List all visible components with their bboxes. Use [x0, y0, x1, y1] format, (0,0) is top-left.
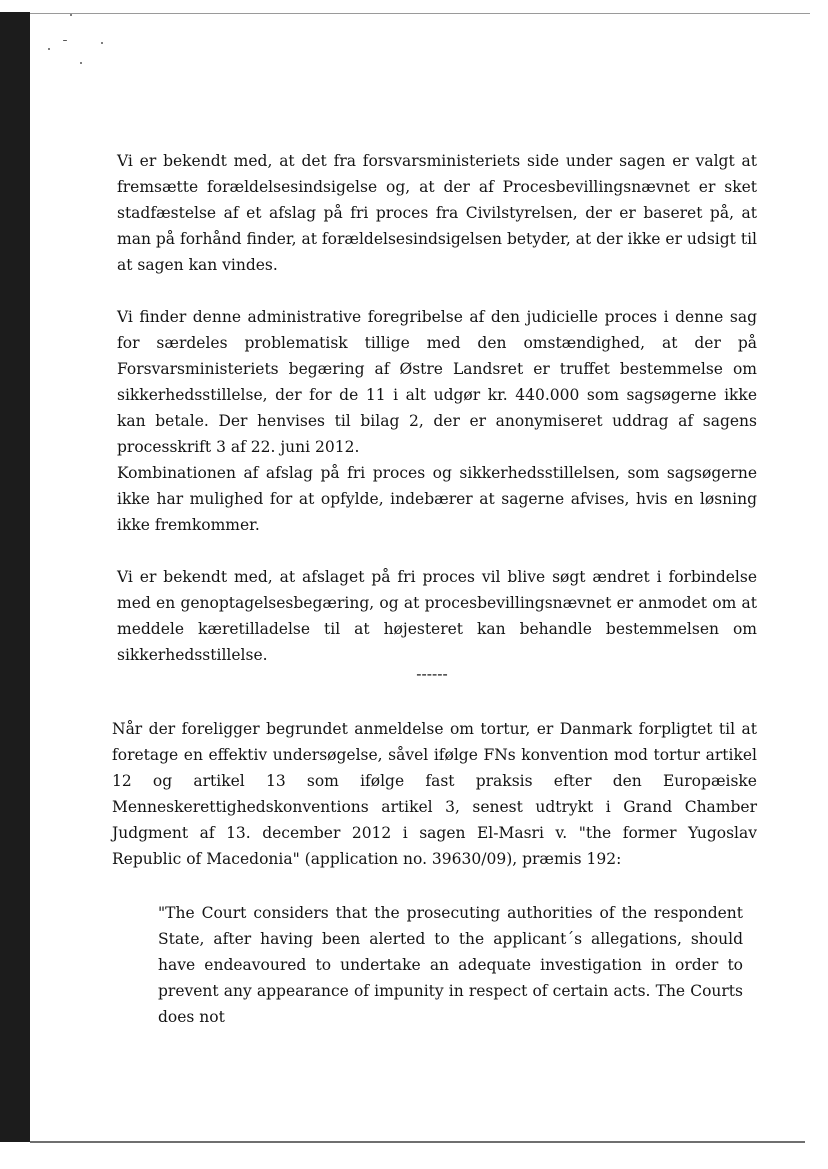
scan-speck: [80, 62, 82, 64]
scan-speck: [48, 48, 50, 50]
section-separator: ------: [416, 665, 448, 683]
scan-edge-left: [0, 12, 30, 1142]
quote-el-masri-judgment: "The Court considers that the prosecuting authorities of the respondent State, after having been alerted to the applicant´s allegations, should have endeavoured to undertake an adequate investigation in order to prevent any appearance of impunity in respect of certain acts. The Courts does not: [158, 904, 743, 1026]
scan-border-top: [30, 13, 810, 14]
paragraph-statute-of-limitations: Vi er bekendt med, at det fra forsvarsministeriets side under sagen er valgt at fremsætte forældelsesindsigelse og, at der af Procesbevillingsnævnet er sket stadfæstelse af et afslag på fri proces fra Civilstyrelsen, der er baseret på, at man på forhånd finder, at forældelsesindsigelsen betyder, at der ikke er udsigt til at sagen kan vindes.: [117, 152, 757, 274]
paragraph-security-deposit: Vi finder denne administrative foregribelse af den judicielle proces i denne sag for særdeles problematisk tillige med den omstændighed, at der på Forsvarsministeriets begæring af Østre Landsret er truffet bestemmelse om sikkerhedsstillelse, der for de 11 i alt udgør kr. 440.000 som sagsøgerne ikke kan betale. Der henvises til bilag 2, der er anonymiseret uddrag af sagens processkrift 3 af 22. juni 2012.: [117, 308, 757, 456]
paragraph-combination: Kombinationen af afslag på fri proces og sikkerhedsstillelsen, som sagsøgerne ikke har mulighed for at opfylde, indebærer at sagerne afvises, hvis en løsning ikke fremkommer.: [117, 464, 757, 534]
paragraph-torture-obligation: Når der foreligger begrundet anmeldelse om tortur, er Danmark forpligtet til at foretage en effektiv undersøgelse, såvel ifølge FNs konvention mod tortur artikel 12 og artikel 13 som ifølge fast praksis efter den Europæiske Menneskerettighedskonventions artikel 3, senest udtrykt i Grand Chamber Judgment af 13. december 2012 i sagen El-Masri v. "the former Yugoslav Republic of Macedonia" (application no. 39630/09), præmis 192:: [112, 720, 757, 868]
scan-border-bottom: [30, 1141, 805, 1143]
scan-speck: [101, 42, 103, 44]
scan-speck: [63, 40, 67, 41]
scan-speck: [70, 14, 72, 16]
paragraph-appeal: Vi er bekendt med, at afslaget på fri proces vil blive søgt ændret i forbindelse med en genoptagelsesbegæring, og at procesbevillingsnævnet er anmodet om at meddele kæretilladelse til at højesteret kan behandle bestemmelsen om sikkerhedsstillelse.: [117, 568, 757, 664]
